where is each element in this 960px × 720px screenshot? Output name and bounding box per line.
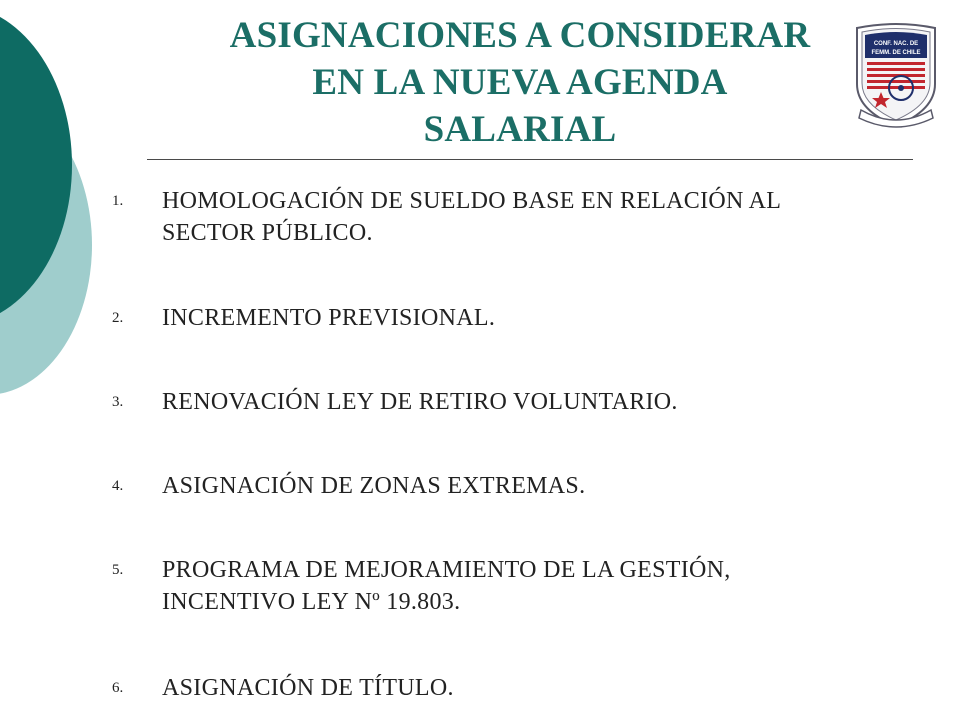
svg-text:CONF. NAC. DE: CONF. NAC. DE	[873, 41, 919, 47]
item-number: 5.	[112, 562, 124, 578]
item-text-line: SECTOR PÚBLICO.	[162, 220, 373, 246]
title-divider	[147, 159, 913, 160]
item-text-line: ASIGNACIÓN DE ZONAS EXTREMAS.	[162, 473, 586, 499]
item-text-line: ASIGNACIÓN DE TÍTULO.	[162, 675, 454, 701]
item-text	[162, 302, 922, 334]
svg-text:FEMM. DE CHILE: FEMM. DE CHILE	[871, 50, 921, 56]
title-line: SALARIAL	[423, 109, 617, 150]
item-text	[162, 672, 922, 704]
item-text-line: INCREMENTO PREVISIONAL.	[162, 305, 496, 331]
item-number: 2.	[112, 310, 124, 326]
item-text	[162, 185, 922, 249]
item-number: 3.	[112, 394, 124, 410]
item-number: 6.	[112, 680, 124, 696]
item-text	[162, 470, 922, 502]
item-number: 1.	[112, 193, 124, 209]
title-line: ASIGNACIONES A CONSIDERAR	[229, 15, 811, 56]
item-text	[162, 386, 922, 418]
item-text	[162, 554, 922, 618]
slide-title	[150, 12, 890, 153]
federation-crest-logo	[853, 18, 939, 130]
item-text-line: INCENTIVO LEY Nº 19.803.	[162, 589, 461, 615]
item-text-line: HOMOLOGACIÓN DE SUELDO BASE EN RELACIÓN AL	[162, 188, 782, 214]
item-text-line: RENOVACIÓN LEY DE RETIRO VOLUNTARIO.	[162, 389, 678, 415]
item-text-line: PROGRAMA DE MEJORAMIENTO DE LA GESTIÓN,	[162, 557, 731, 583]
item-number: 4.	[112, 478, 124, 494]
title-line: EN LA NUEVA AGENDA	[312, 62, 728, 103]
